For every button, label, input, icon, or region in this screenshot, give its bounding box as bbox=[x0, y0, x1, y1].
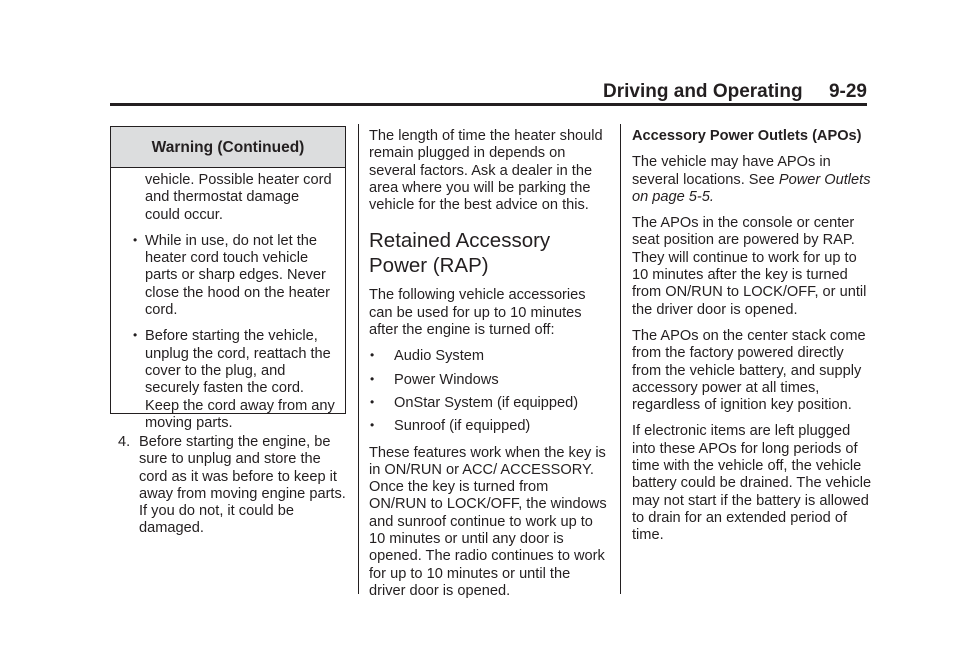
warning-continuation-text: vehicle. Possible heater cord and thermostat damage could occur. bbox=[145, 172, 332, 223]
rap-list-item: • Sunroof (if equipped) bbox=[370, 418, 531, 435]
bullet-icon: • bbox=[370, 348, 375, 363]
bullet-icon: • bbox=[133, 328, 138, 343]
column-3 bbox=[632, 128, 872, 545]
rap-list-item: • OnStar System (if equipped) bbox=[370, 394, 579, 411]
warning-title: Warning (Continued) bbox=[111, 127, 345, 168]
column-divider bbox=[620, 124, 621, 594]
section-title: Driving and Operating bbox=[603, 81, 803, 102]
apo-paragraph-3: The APOs on the center stack come from the factory powered directly from the vehicle battery, and supply accessory power at all times, regardless of ignition key position. bbox=[632, 327, 866, 414]
warning-body bbox=[111, 168, 345, 432]
warning-bullet: • While in use, do not let the heater cord touch vehicle parts or sharp edges. Never close the hood on the heater cord. bbox=[133, 232, 330, 319]
apo-paragraph-2: The APOs in the console or center seat position are powered by RAP. They will continue to work for up to 10 minutes after the key is turned from ON/RUN to LOCK/OFF, or until the driver door is opened. bbox=[632, 215, 867, 318]
power-outlets-reference-link[interactable]: Power Outlets on page 5-5. bbox=[632, 171, 871, 205]
rap-body-paragraph: These features work when the key is in ON/RUN or ACC/ ACCESSORY. Once the key is turned from ON/RUN to LOCK/OFF, the windows and sunroof continue to work up to 10 minutes or until any door is opened. The radio continues to work for up to 10 minutes or until the driver door is opened. bbox=[369, 444, 607, 599]
heater-time-paragraph: The length of time the heater should remain plugged in depends on several factors. Ask a dealer in the area where you will be parking the vehicle for the best advice on this. bbox=[369, 128, 603, 214]
page-header bbox=[110, 82, 867, 102]
rap-section-title: Retained Accessory Power (RAP) bbox=[369, 229, 551, 278]
warning-box bbox=[110, 126, 346, 431]
page-number: 9-29 bbox=[828, 81, 867, 102]
header-title bbox=[603, 82, 867, 102]
bullet-icon: • bbox=[370, 418, 375, 433]
bullet-icon: • bbox=[133, 232, 138, 247]
step-number: 4. bbox=[118, 434, 131, 450]
rap-intro: The following vehicle accessories can be used for up to 10 minutes after the engine is turned off: bbox=[369, 287, 586, 339]
rap-list-item: • Power Windows bbox=[370, 371, 499, 388]
apo-paragraph-4: If electronic items are left plugged into these APOs for long periods of time with the vehicle off, the vehicle battery could be drained. The vehicle may not start if the battery is allowed to drain for an extended period of time. bbox=[632, 423, 872, 544]
step-list bbox=[118, 434, 350, 538]
apo-section-title: Accessory Power Outlets (APOs) bbox=[632, 128, 862, 144]
step-item bbox=[118, 434, 350, 538]
apo-paragraph-1: The vehicle may have APOs in several locations. See Power Outlets on page 5-5. bbox=[632, 154, 871, 205]
rap-list-item: • Audio System bbox=[370, 348, 485, 365]
header-rule bbox=[110, 103, 867, 106]
column-2 bbox=[369, 128, 609, 600]
column-divider bbox=[358, 124, 359, 594]
bullet-icon: • bbox=[370, 394, 375, 409]
step-text: Before starting the engine, be sure to unplug and store the cord as it was before to keep it away from moving engine parts. If you do not, it could be damaged. bbox=[139, 434, 346, 537]
bullet-icon: • bbox=[370, 371, 375, 386]
warning-bullet: • Before starting the vehicle, unplug the cord, reattach the cover to the plug, and securely fasten the cord. Keep the cord away from any moving parts. bbox=[133, 328, 335, 431]
